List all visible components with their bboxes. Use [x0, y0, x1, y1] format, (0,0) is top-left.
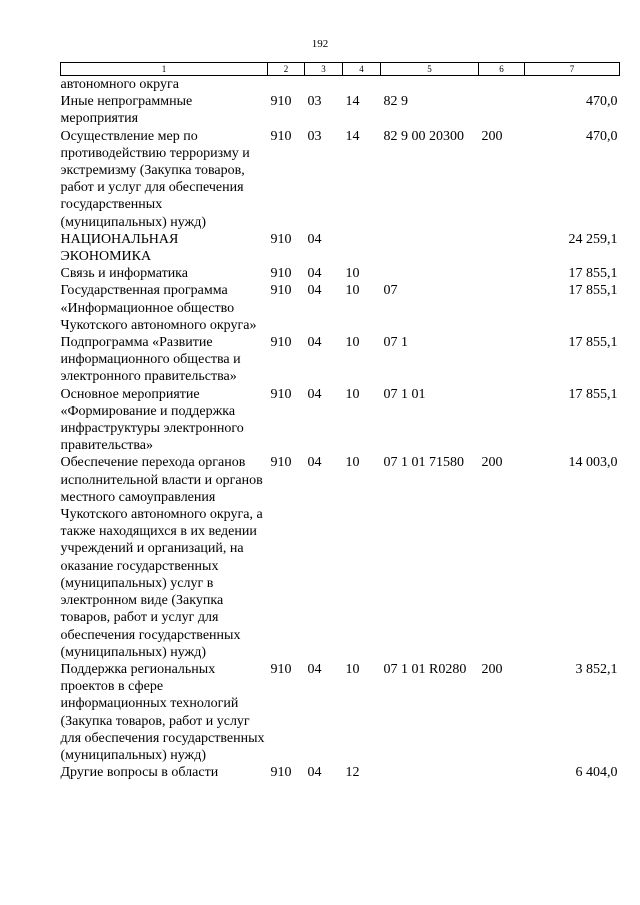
row-section: 04 — [307, 335, 322, 351]
row-section: 04 — [307, 455, 322, 471]
table-row — [61, 128, 620, 231]
row-ministry: 910 — [270, 94, 292, 110]
row-amount: 17 855,1 — [568, 335, 618, 351]
row-target: 07 1 01 71580 — [383, 455, 464, 471]
row-section — [305, 76, 343, 94]
row-expense — [479, 93, 525, 127]
page-number: 192 — [311, 38, 329, 50]
table-row — [61, 386, 620, 455]
row-subsection: 10 — [345, 386, 360, 402]
row-target: 07 1 01 R0280 — [383, 661, 467, 677]
row-expense: 200 — [481, 455, 503, 471]
row-subsection: 10 — [345, 661, 360, 677]
row-section: 04 — [307, 765, 322, 781]
row-ministry: 910 — [270, 386, 292, 402]
row-name: Государственная программа «Информационное общество Чукотского автономного округа» — [60, 283, 257, 333]
row-name: НАЦИОНАЛЬНАЯ ЭКОНОМИКА — [60, 231, 179, 265]
table-row — [61, 93, 620, 127]
column-header-amount: 7 — [525, 63, 620, 76]
row-ministry: 910 — [270, 128, 292, 144]
row-subsection: 10 — [345, 266, 360, 282]
row-expense — [479, 334, 525, 386]
row-ministry: 910 — [270, 661, 292, 677]
row-name: Осуществление мер по противодействию терроризму и экстремизму (Закупка товаров, работ и услуг для обеспечения государственных (муниципальных) нужд) — [60, 128, 250, 230]
row-ministry: 910 — [270, 266, 292, 282]
row-amount — [525, 76, 620, 94]
row-ministry: 910 — [270, 455, 292, 471]
row-target — [381, 764, 479, 781]
row-section: 04 — [307, 661, 322, 677]
row-amount: 470,0 — [586, 94, 618, 110]
row-name: автономного округа — [60, 77, 179, 92]
row-amount: 17 855,1 — [568, 283, 618, 299]
row-expense — [479, 764, 525, 781]
row-expense — [479, 231, 525, 265]
row-target — [381, 231, 479, 265]
row-name: Основное мероприятие «Формирование и поддержка инфраструктуры электронного правительства» — [60, 386, 244, 454]
row-name: Обеспечение перехода органов исполнительной власти и органов местного самоуправления Чукотского автономного округа, а также находящихся в их ведении учреждений и организаций, на оказание государственных (муниципальных) услуг в электронном виде (Закупка товаров, работ и услуг для обеспечения государственных (муниципальных) нужд) — [60, 455, 263, 660]
row-name: Связь и информатика — [60, 266, 188, 282]
row-expense — [479, 76, 525, 94]
row-amount: 17 855,1 — [568, 386, 618, 402]
row-subsection: 10 — [345, 283, 360, 299]
row-subsection: 12 — [345, 765, 360, 781]
row-subsection: 14 — [345, 128, 360, 144]
row-ministry: 910 — [270, 231, 292, 247]
column-header-name: 1 — [61, 63, 268, 76]
table-header — [61, 63, 620, 76]
column-header-subsection: 4 — [343, 63, 381, 76]
table-body — [61, 76, 620, 782]
row-amount: 6 404,0 — [575, 765, 618, 781]
table-row — [61, 764, 620, 781]
row-amount: 17 855,1 — [568, 266, 618, 282]
row-expense: 200 — [481, 661, 503, 677]
row-section: 04 — [307, 386, 322, 402]
column-header-section: 3 — [305, 63, 343, 76]
row-target — [381, 76, 479, 94]
budget-table — [60, 62, 620, 781]
row-target: 07 1 — [383, 335, 408, 351]
row-target: 82 9 — [383, 94, 408, 110]
table-row — [61, 265, 620, 282]
table-row — [61, 231, 620, 265]
row-name: Иные непрограммные мероприятия — [60, 94, 193, 127]
row-target: 82 9 00 20300 — [383, 128, 464, 144]
row-ministry — [268, 76, 305, 94]
row-amount: 3 852,1 — [575, 661, 618, 677]
row-target — [381, 265, 479, 282]
row-amount: 14 003,0 — [568, 455, 618, 471]
row-ministry: 910 — [270, 283, 292, 299]
table-row — [61, 661, 620, 764]
row-target: 07 — [383, 283, 398, 299]
table-row — [61, 282, 620, 334]
row-target: 07 1 01 — [383, 386, 426, 402]
row-section: 03 — [307, 94, 322, 110]
row-amount: 470,0 — [586, 128, 618, 144]
row-subsection: 10 — [345, 335, 360, 351]
row-name: Поддержка региональных проектов в сфере информационных технологий (Закупка товаров, работ и услуг для обеспечения государственных (муниципальных) нужд) — [60, 661, 265, 763]
row-name: Подпрограмма «Развитие информационного общества и электронного правительства» — [60, 335, 241, 385]
row-subsection — [343, 76, 381, 94]
row-ministry: 910 — [270, 765, 292, 781]
row-section: 03 — [307, 128, 322, 144]
row-section: 04 — [307, 231, 322, 247]
table-row — [61, 76, 620, 94]
row-expense — [479, 265, 525, 282]
table-row — [61, 454, 620, 660]
table-row — [61, 334, 620, 386]
row-name: Другие вопросы в области — [60, 765, 219, 781]
row-expense: 200 — [481, 128, 503, 144]
row-ministry: 910 — [270, 335, 292, 351]
row-expense — [479, 282, 525, 334]
header-row — [61, 63, 620, 76]
row-subsection: 14 — [345, 94, 360, 110]
column-header-target: 5 — [381, 63, 479, 76]
column-header-expense: 6 — [479, 63, 525, 76]
column-header-ministry: 2 — [268, 63, 305, 76]
row-amount: 24 259,1 — [568, 231, 618, 247]
row-section: 04 — [307, 266, 322, 282]
row-subsection — [343, 231, 381, 265]
row-expense — [479, 386, 525, 455]
row-section: 04 — [307, 283, 322, 299]
row-subsection: 10 — [345, 455, 360, 471]
